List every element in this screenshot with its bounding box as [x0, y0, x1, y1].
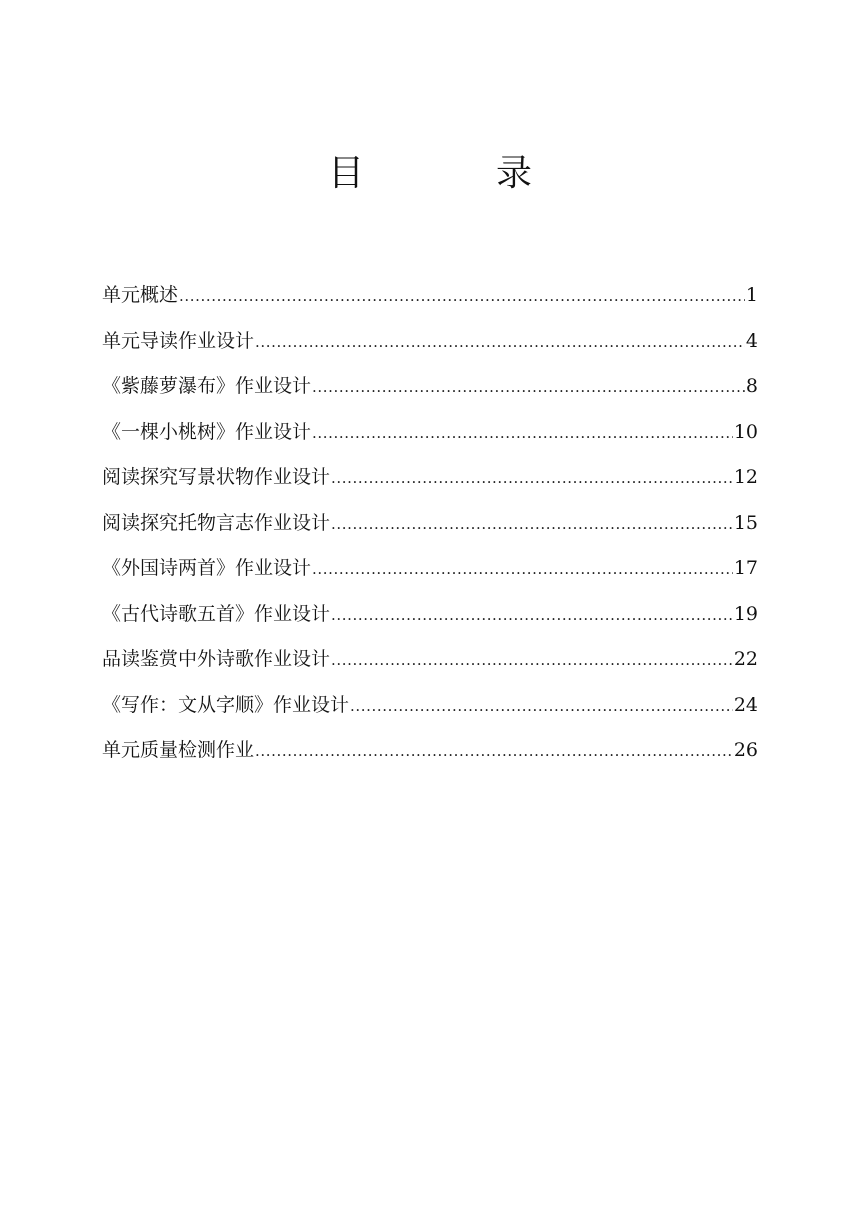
toc-entry-page: 4 — [745, 329, 758, 352]
toc-entry[interactable] — [102, 733, 758, 779]
toc-dot-leader — [179, 279, 745, 313]
toc-dot-leader — [312, 416, 733, 450]
toc-entry[interactable] — [102, 460, 758, 506]
toc-entry[interactable] — [102, 278, 758, 324]
toc-dot-leader — [312, 552, 733, 586]
toc-entry-page: 26 — [733, 739, 758, 761]
toc-entry[interactable] — [102, 688, 758, 734]
toc-dot-leader — [350, 689, 733, 723]
toc-entry[interactable] — [102, 551, 758, 597]
table-of-contents — [102, 278, 758, 779]
toc-entry-page: 8 — [745, 375, 758, 397]
toc-dot-leader — [331, 598, 733, 632]
toc-entry-page: 19 — [733, 602, 758, 625]
toc-entry-label: 《写作：文从字顺》作业设计 — [102, 693, 350, 716]
toc-dot-leader — [331, 461, 733, 495]
toc-entry-page: 12 — [733, 466, 758, 488]
toc-dot-leader — [255, 734, 733, 768]
toc-entry-page: 10 — [733, 420, 758, 443]
toc-entry[interactable] — [102, 415, 758, 461]
toc-entry[interactable] — [102, 642, 758, 688]
toc-entry[interactable] — [102, 597, 758, 643]
toc-entry-label: 阅读探究托物言志作业设计 — [102, 511, 331, 534]
toc-entry[interactable] — [102, 369, 758, 415]
toc-dot-leader — [331, 643, 733, 677]
toc-entry-page: 17 — [733, 557, 758, 579]
toc-entry-label: 《古代诗歌五首》作业设计 — [102, 602, 331, 625]
page-title: 目 录 — [327, 153, 580, 194]
toc-entry-page: 22 — [733, 648, 758, 670]
toc-entry-page: 15 — [733, 511, 758, 534]
toc-entry-label: 《一棵小桃树》作业设计 — [102, 420, 312, 443]
toc-dot-leader — [331, 507, 733, 541]
toc-entry-label: 单元导读作业设计 — [102, 329, 255, 352]
toc-dot-leader — [312, 370, 745, 404]
toc-entry-label: 品读鉴赏中外诗歌作业设计 — [102, 648, 331, 670]
toc-entry-label: 阅读探究写景状物作业设计 — [102, 466, 331, 488]
toc-dot-leader — [255, 325, 745, 359]
toc-entry-label: 单元概述 — [102, 284, 179, 306]
toc-entry-page: 24 — [733, 693, 758, 716]
toc-entry[interactable] — [102, 324, 758, 370]
toc-entry-label: 《外国诗两首》作业设计 — [102, 557, 312, 579]
toc-entry[interactable] — [102, 506, 758, 552]
toc-entry-label: 《紫藤萝瀑布》作业设计 — [102, 375, 312, 397]
toc-entry-page: 1 — [745, 284, 758, 306]
toc-entry-label: 单元质量检测作业 — [102, 739, 255, 761]
